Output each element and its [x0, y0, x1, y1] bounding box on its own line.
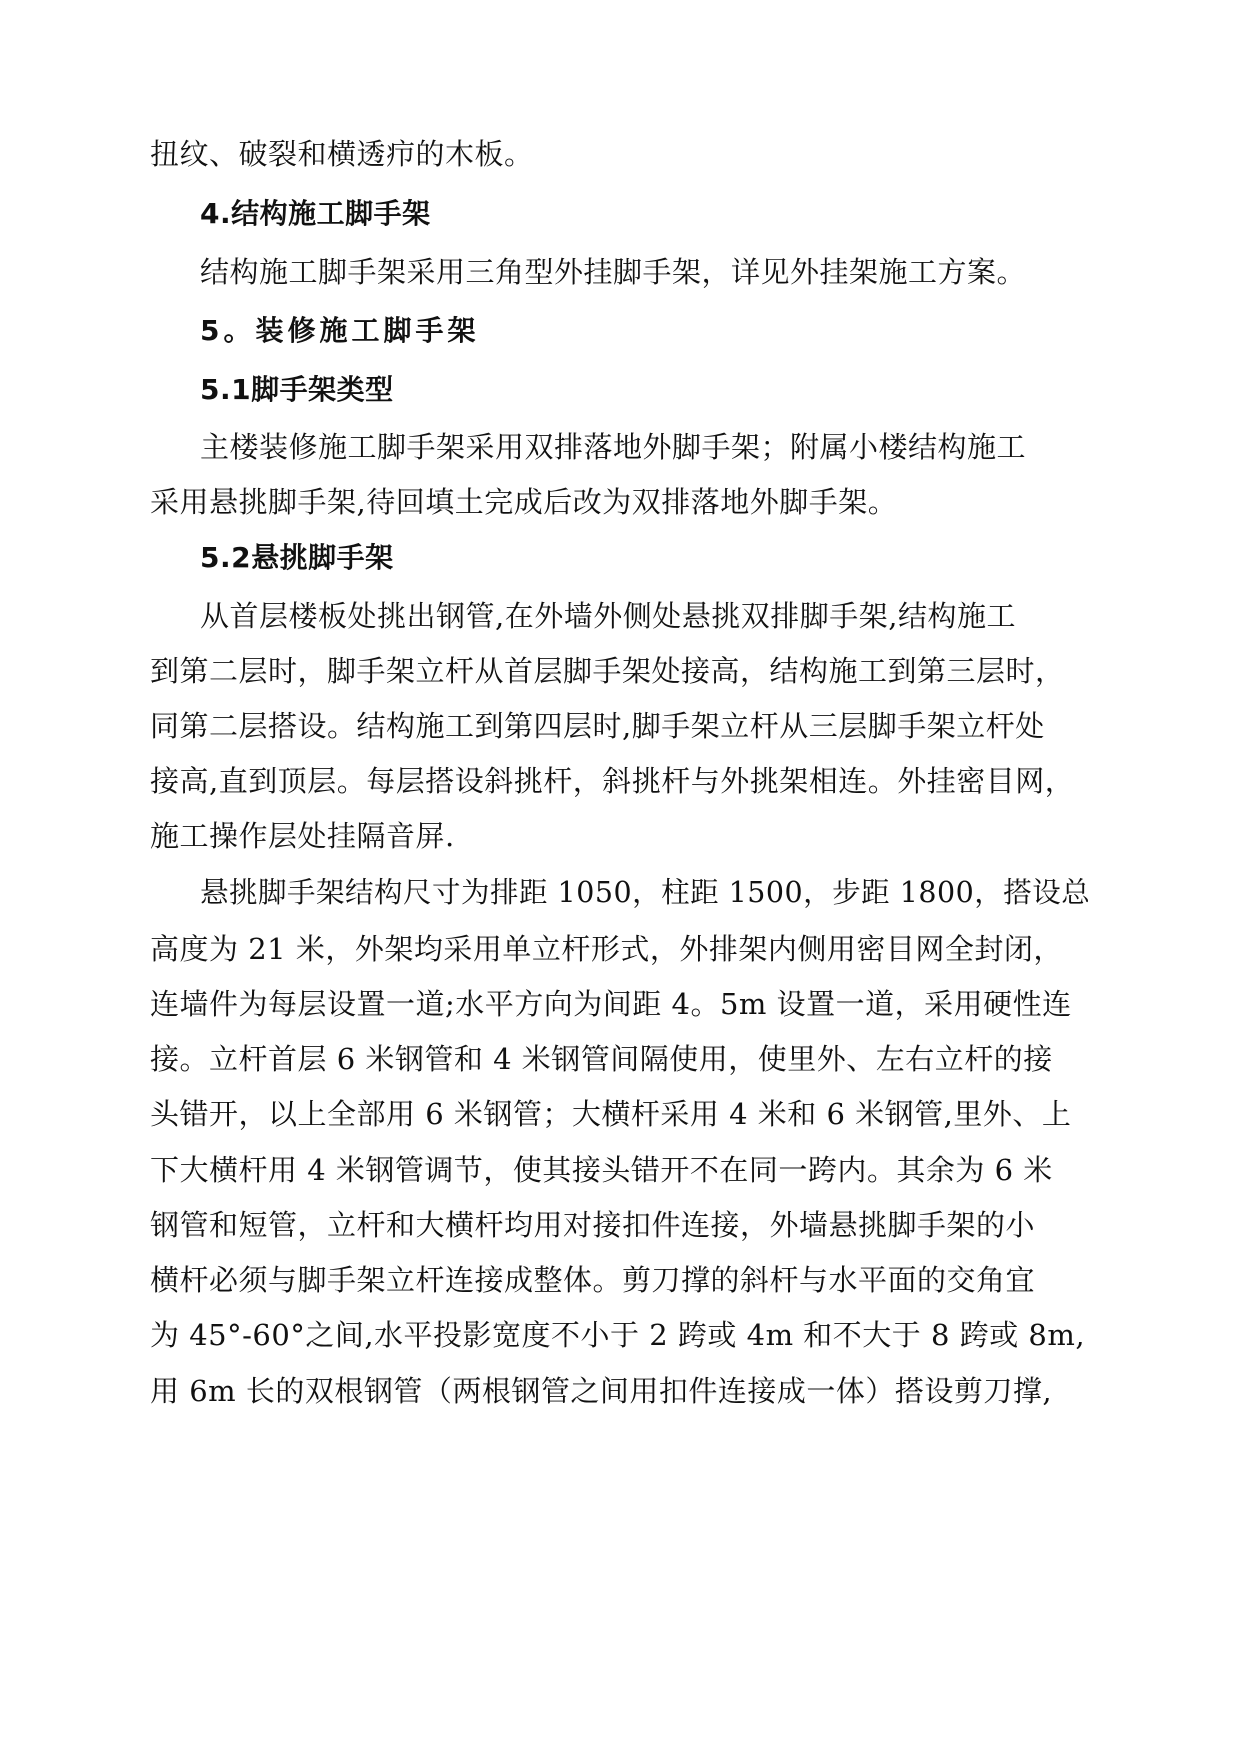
paragraph-line: 高度为 21 米，外架均采用单立杆形式，外排架内侧用密目网全封闭，: [150, 932, 1063, 966]
paragraph-line: 结构施工脚手架采用三角型外挂脚手架，详见外挂架施工方案。: [200, 255, 1027, 289]
paragraph-line: 头错开，以上全部用 6 米钢管；大横杆采用 4 米和 6 米钢管,里外、上: [150, 1097, 1072, 1131]
subsection-heading: 5.2悬挑脚手架: [200, 541, 394, 574]
section-heading: 4.结构施工脚手架: [200, 197, 431, 230]
paragraph-line: 到第二层时，脚手架立杆从首层脚手架处接高，结构施工到第三层时，: [150, 654, 1065, 688]
paragraph-line: 同第二层搭设。结构施工到第四层时,脚手架立杆从三层脚手架立杆处: [150, 709, 1045, 743]
section-heading: 5。装修施工脚手架: [200, 314, 480, 347]
subsection-heading: 5.1脚手架类型: [200, 373, 394, 406]
paragraph-line: 采用悬挑脚手架,待回填土完成后改为双排落地外脚手架。: [150, 485, 898, 519]
paragraph-line: 连墙件为每层设置一道;水平方向为间距 4。5m 设置一道，采用硬性连: [150, 987, 1072, 1021]
paragraph-line: 用 6m 长的双根钢管（两根钢管之间用扣件连接成一体）搭设剪刀撑,: [150, 1374, 1053, 1408]
paragraph-line: 接。立杆首层 6 米钢管和 4 米钢管间隔使用，使里外、左右立杆的接: [150, 1042, 1053, 1076]
paragraph-line: 接高,直到顶层。每层搭设斜挑杆，斜挑杆与外挑架相连。外挂密目网，: [150, 764, 1075, 798]
paragraph-line: 主楼装修施工脚手架采用双排落地外脚手架；附属小楼结构施工: [200, 430, 1027, 464]
paragraph-line: 下大横杆用 4 米钢管调节，使其接头错开不在同一跨内。其余为 6 米: [150, 1153, 1053, 1187]
paragraph-line: 从首层楼板处挑出钢管,在外墙外侧处悬挑双排脚手架,结构施工: [200, 599, 1016, 633]
paragraph-line: 钢管和短管，立杆和大横杆均用对接扣件连接，外墙悬挑脚手架的小: [150, 1208, 1036, 1242]
paragraph-line: 扭纹、破裂和横透疖的木板。: [150, 137, 534, 171]
paragraph-line: 为 45°-60°之间,水平投影宽度不小于 2 跨或 4m 和不大于 8 跨或 8m,: [150, 1318, 1086, 1352]
paragraph-line: 横杆必须与脚手架立杆连接成整体。剪刀撑的斜杆与水平面的交角宜: [150, 1263, 1036, 1297]
paragraph-line: 悬挑脚手架结构尺寸为排距 1050，柱距 1500，步距 1800，搭设总: [200, 876, 1091, 909]
paragraph-line: 施工操作层处挂隔音屏.: [150, 819, 455, 853]
